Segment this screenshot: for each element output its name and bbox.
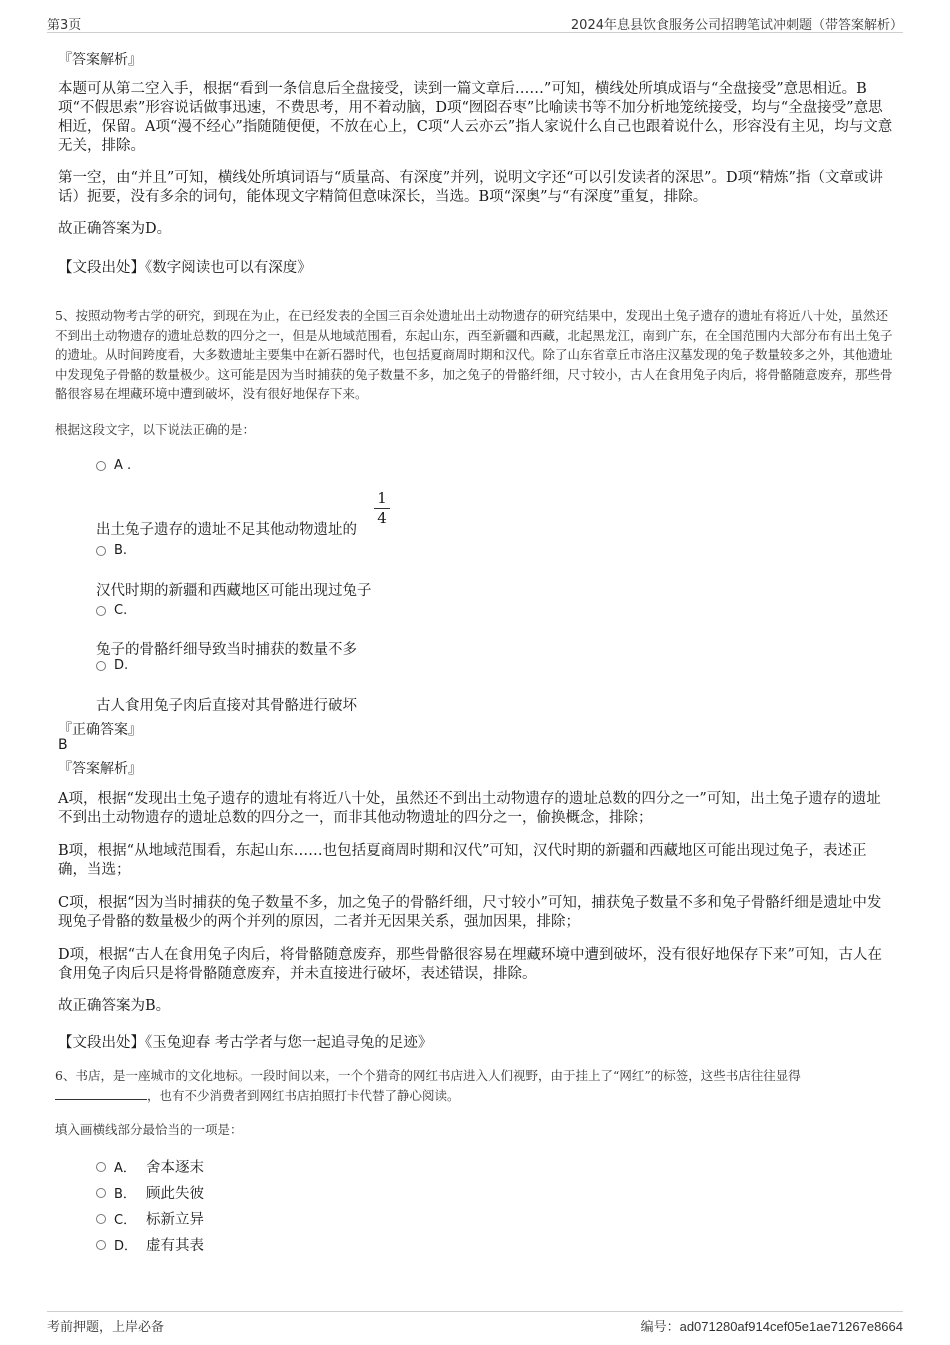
q6-option-d[interactable] — [96, 1234, 204, 1255]
radio-icon[interactable] — [96, 1240, 106, 1250]
fraction-one-quarter — [374, 490, 390, 527]
q5-option-d[interactable] — [96, 658, 128, 673]
page-footer — [47, 1311, 903, 1336]
q6-option-b[interactable] — [96, 1182, 204, 1203]
radio-icon[interactable] — [96, 461, 106, 471]
fraction-numerator: 1 — [377, 489, 387, 507]
radio-icon[interactable] — [96, 661, 106, 671]
option-letter: A . — [114, 458, 132, 473]
option-letter: C． — [114, 1213, 137, 1228]
q6-question-part-1: 6、书店，是一座城市的文化地标。一段时间以来，一个个猎奇的网红书店进入人们视野，由于挂上了“网红”的标签，这些书店往往显得 — [55, 1068, 801, 1083]
q5-option-c[interactable] — [96, 603, 127, 618]
q5-option-b[interactable] — [96, 543, 127, 558]
option-text: 标新立异 — [146, 1212, 204, 1228]
q6-option-c[interactable] — [96, 1208, 204, 1229]
option-text: 虚有其表 — [146, 1238, 204, 1254]
q5-answer-line: 故正确答案为B。 — [58, 998, 171, 1014]
radio-icon[interactable] — [96, 1188, 106, 1198]
q4-answer-line: 故正确答案为D。 — [58, 221, 172, 237]
radio-icon[interactable] — [96, 546, 106, 556]
option-text: 舍本逐末 — [146, 1160, 204, 1176]
document-code — [641, 1316, 903, 1335]
option-letter: C. — [114, 603, 128, 618]
option-letter: B． — [114, 1187, 136, 1202]
footer-slogan: 考前押题，上岸必备 — [47, 1320, 165, 1335]
option-letter: A． — [114, 1161, 136, 1176]
q4-analysis-para-2: 第一空，由“并且”可知，横线处所填词语与“质量高、有深度”并列，说明文字还“可以引发读者的深思”。D项“精炼”指（文章或讲话）扼要，没有多余的词句，能体现文字精简但意味深长，当选。B项“深奥”与“有深度”重复，排除。 — [58, 170, 883, 205]
q5-analysis-para-c: C项，根据“因为当时捕获的兔子数量不多，加之兔子的骨骼纤细，尺寸较小”可知，捕获兔子数量不多和兔子骨骼纤细是遗址中发现兔子骨骼的数量极少的两个并列的原因，二者并无因果关系，强加因果，排除； — [58, 895, 882, 930]
q4-source: 【文段出处】《数字阅读也可以有深度》 — [58, 260, 312, 276]
q4-analysis-label: 『答案解析』 — [58, 52, 142, 68]
q5-analysis-para-d: D项，根据“古人在食用兔子肉后，将骨骼随意废弃，那些骨骼很容易在埋藏环境中遭到破坏，没有很好地保存下来”可知，古人在食用兔子肉后只是将骨骼随意废弃，并未直接进行破坏，表述错误，排除。 — [58, 947, 882, 982]
q5-option-c-text: 兔子的骨骼纤细导致当时捕获的数量不多 — [96, 642, 357, 658]
q5-option-b-text: 汉代时期的新疆和西藏地区可能出现过兔子 — [96, 583, 372, 599]
option-text: 顾此失彼 — [146, 1186, 204, 1202]
q5-option-d-text: 古人食用兔子肉后直接对其骨骼进行破坏 — [96, 698, 357, 714]
q6-prompt: 填入画横线部分最恰当的一项是： — [55, 1122, 243, 1137]
fraction-denominator: 4 — [377, 509, 387, 527]
radio-icon[interactable] — [96, 1214, 106, 1224]
page-header — [47, 12, 903, 33]
q5-analysis-label: 『答案解析』 — [58, 761, 142, 777]
q4-analysis-para-1: 本题可从第二空入手，根据“看到一条信息后全盘接受，读到一篇文章后……”可知，横线处所填成语与“全盘接受”意思相近。B项“不假思索”形容说话做事迅速，不费思考，用不着动脑，D项“囫囵吞枣”比喻读书等不加分析地笼统接受，均与“全盘接受”意思相近，保留。A项“漫不经心”指随随便便，不放在心上，C项“人云亦云”指人家说什么自己也跟着说什么，形容没有主见，均与文意无关，排除。 — [58, 81, 893, 154]
q5-prompt: 根据这段文字，以下说法正确的是： — [55, 422, 256, 437]
q6-question — [55, 1066, 895, 1105]
q5-option-a[interactable] — [96, 458, 131, 473]
q5-option-a-text: 出土兔子遗存的遗址不足其他动物遗址的 — [96, 522, 357, 538]
q5-source: 【文段出处】《玉兔迎春 考古学者与您一起追寻兔的足迹》 — [58, 1035, 433, 1051]
q5-question: 5、按照动物考古学的研究，到现在为止，在已经发表的全国三百余处遗址出土动物遗存的研究结果中，发现出土兔子遗存的遗址有将近八十处，虽然还不到出土动物遗存的遗址总数的四分之一，但是从地域范围看，东起山东，西至新疆和西藏，北起黑龙江，南到广东，在全国范围内大部分布有出土兔子的遗址。从时间跨度看，大多数遗址主要集中在新石器时代，也包括夏商周时期和汉代。除了山东省章丘市洛庄汉墓发现的兔子数量较多之外，其他遗址中发现兔子骨骼的数量极少。这可能是因为当时捕获的兔子数量不多，加之兔子的骨骼纤细，尺寸较小，古人在食用兔子肉后，将骨骼随意废弃，那些骨骼很容易在埋藏环境中遭到破坏，没有很好地保存下来。 — [55, 308, 893, 401]
q5-analysis-para-b: B项，根据“从地域范围看，东起山东……也包括夏商周时期和汉代”可知，汉代时期的新疆和西藏地区可能出现过兔子，表述正确，当选； — [58, 843, 867, 878]
q5-analysis-para-a: A项，根据“发现出土兔子遗存的遗址有将近八十处，虽然还不到出土动物遗存的遗址总数的四分之一”可知，出土兔子遗存的遗址不到出土动物遗存的遗址总数的四分之一，而非其他动物遗址的四分之一，偷换概念，排除； — [58, 791, 881, 826]
option-letter: B. — [114, 543, 128, 558]
fill-in-blank — [55, 1087, 147, 1100]
document-title: 2024年息县饮食服务公司招聘笔试冲刺题（带答案解析） — [570, 18, 903, 33]
page-number: 第3页 — [47, 18, 82, 33]
code-label: 编号： — [640, 1320, 680, 1335]
q6-option-a[interactable] — [96, 1156, 204, 1177]
option-letter: D. — [114, 658, 129, 673]
code-value: ad071280af914cef05e1ae71267e8664 — [679, 1319, 903, 1334]
q5-correct-label: 『正确答案』 — [58, 722, 142, 738]
q5-correct-value: B — [58, 737, 68, 753]
q6-question-part-2: ，也有不少消费者到网红书店拍照打卡代替了静心阅读。 — [147, 1087, 460, 1103]
radio-icon[interactable] — [96, 1162, 106, 1172]
option-letter: D． — [114, 1239, 138, 1254]
radio-icon[interactable] — [96, 606, 106, 616]
